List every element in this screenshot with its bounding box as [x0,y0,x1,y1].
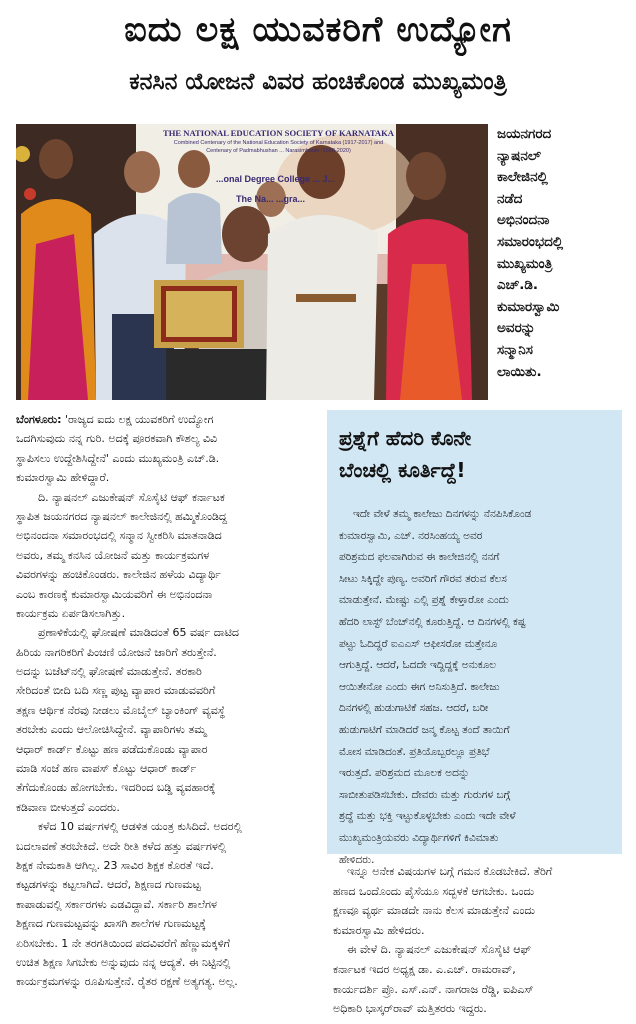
article-line: ಉಚಿತ ಶಿಕ್ಷಣ ಸಿಗಬೇಕು ಅನ್ನುವುದು ನನ್ನ ಆದ್ಯತೆ. ಈ ನಿಟ್ಟಿನಲ್ಲಿ [16,955,231,969]
article-right-column [333,862,625,1019]
banner-line: The Na... ...gra... [236,194,306,204]
sidebar-line: ಕುಮಾರಸ್ವಾಮಿ, ಎಚ್. ನರಸಿಂಹಯ್ಯ ಅವರ [339,529,483,542]
sidebar-line: ಮಾಡುತ್ತೇನೆ. ಮೇಷ್ಟು ಎಲ್ಲಿ ಪ್ರಶ್ನೆ ಕೇಳ್ತಾರೋ ಎಂದು [339,594,509,607]
article-line: ಮಾಡಿ ಸಂಜೆ ಹಣ ವಾಪಸ್ ಕೊಟ್ಟು ಆಧಾರ್ ಕಾರ್ಡ್ [16,762,197,776]
article-line: ಏರಿಸಬೇಕು. 1 ನೇ ತರಗತಿಯಿಂದ ಪದವಿವರೆಗೆ ಹೆಣ್ಣುಮಕ್ಕಳಿಗೆ [16,936,230,950]
caption-line: ನಡೆದ [497,190,523,207]
article-line: ತರಬೇಕು ಎಂದು ಆಲೋಚಿಸಿದ್ದೇನೆ. ವ್ಯಾಪಾರಿಗಳು ತಮ್ಮ [16,723,207,737]
caption-line: ಕುಮಾರಸ್ವಾಮಿ [497,298,560,315]
article-line: ಶಿಕ್ಷಕ ನೇಮಕಾತಿ ಆಗಿಲ್ಲ. 23 ಸಾವಿರ ಶಿಕ್ಷಕ ಕೊರತೆ ಇದೆ. [16,858,214,872]
article-line: ವಿವರಗಳನ್ನು ಹಂಚಿಕೊಂಡರು. ಕಾಲೇಜಿನ ಹಳೆಯ ವಿದ್ಯಾರ್ಥಿ [16,568,221,582]
article-line: ಕಳೆದ 10 ವರ್ಷಗಳಲ್ಲಿ ಆಡಳಿತ ಯಂತ್ರ ಕುಸಿದಿದೆ. ಅದರಲ್ಲಿ [38,820,242,834]
sidebar-line: ಹೆದರಿ ಲಾಸ್ಟ್ ಬೆಂಚ್‌ನಲ್ಲಿ ಕೂರುತ್ತಿದ್ದೆ. ಆ ದಿನಗಳಲ್ಲಿ ಕಷ್ಟ [339,615,526,628]
caption-line: ಲಾಯಿತು. [497,363,542,380]
sidebar-line: ಮೋಸ ಮಾಡಿದಂತೆ. ಪ್ರತಿಯೊಬ್ಬರಲ್ಲೂ ಪ್ರತಿಭೆ [339,745,490,758]
sidebar-line: ಇರುತ್ತದೆ. ಪರಿಶ್ರಮದ ಮೂಲಕ ಅದನ್ನು [339,767,470,780]
sidebar-body [339,504,615,871]
article-line: ಕಡಿವಾಣ ಬೀಳುತ್ತದೆ ಎಂದರು. [16,800,120,814]
article-line: ಅವರು, ತಮ್ಮ ಕನಸಿನ ಯೋಜನೆ ಮತ್ತು ಕಾರ್ಯಕ್ರಮಗಳ [16,548,210,562]
article-line: ಸ್ಥಾಪಿತ ಜಯನಗರದ ನ್ಯಾಷನಲ್ ಕಾಲೇಜಿನಲ್ಲಿ ಹಮ್ಮಿಕೊಂಡಿದ್ದ [16,509,228,523]
article-line: ಈ ವೇಳೆ ದಿ. ನ್ಯಾಷನಲ್ ಎಜುಕೇಷನ್ ಸೊಸೈಟಿ ಆಫ್ [347,943,532,957]
article-line: ಅಧಿಕಾರಿ ಭಾಸ್ಕರ್‌ರಾವ್ ಮತ್ತಿತರರು ಇದ್ದರು. [333,1002,487,1016]
banner-line: Combined Centenary of the National Education Society of Karnataka (1917-2017) and [173,140,384,146]
sidebar-line: ಸೀಟು ಸಿಕ್ಕಿದ್ದೇ ಪುಣ್ಯ. ಅವರಿಗೆ ಗೌರವ ತರುವ ಕೆಲಸ [339,572,507,585]
caption-line: ಅಭಿನಂದನಾ [497,212,550,229]
article-line: ತೆಗೆದುಕೊಂಡು ಹೋಗಬೇಕು. ಇದರಿಂದ ಬಡ್ಡಿ ವ್ಯವಹಾರಕ್ಕೆ [16,781,216,795]
article-line: ಬದಲಾವಣೆ ತರಬೇಕಿದೆ. ಅದೇ ರೀತಿ ಕಳೆದ ಹತ್ತು ವರ್ಷಗಳಲ್ಲಿ [16,839,227,853]
sidebar-title [339,422,615,486]
caption-line: ಅವರನ್ನು [497,320,536,337]
sidebar-title-line: ಪ್ರಶ್ನೆಗೆ ಹೆದರಿ ಕೊನೇ [339,426,472,450]
article-line: ಎಂಬ ಕಾರಣಕ್ಕೆ ಕುಮಾರಸ್ವಾಮಿಯವರಿಗೆ ಈ ಅಭಿನಂದನಾ [16,587,213,601]
article-line: ಕುಮಾರಸ್ವಾಮಿ ಹೇಳಿದ್ದಾರೆ. [16,471,110,485]
banner-line: ...onal Degree College ... J... [216,174,336,184]
article-line: ಕಟ್ಟಡಗಳನ್ನು ಕಟ್ಟಲಾಗಿದೆ. ಆದರೆ, ಶಿಕ್ಷಣದ ಗುಣಮಟ್ಟ [16,878,201,892]
article-line: ಇನ್ನೂ ಅನೇಕ ವಿಷಯಗಳ ಬಗ್ಗೆ ಗಮನ ಕೊಡಬೇಕಿದೆ. ತೆರಿಗೆ [347,865,553,878]
article-line: ಕರ್ನಾಟಕ ಇದರ ಅಧ್ಯಕ್ಷ ಡಾ. ಎ.ಎಚ್. ರಾಮರಾವ್, [333,962,516,976]
caption-line: ಜಯನಗರದ [497,126,552,142]
sidebar-title-line: ಬೆಂಚಲ್ಲಿ ಕೂರ್ತಿದ್ದೆ! [339,458,466,482]
headline: ಐದು ಲಕ್ಷ ಯುವಕರಿಗೆ ಉದ್ಯೋಗ [124,10,512,50]
article-line: ಅಭಿನಂದನಾ ಸಮಾರಂಭದಲ್ಲಿ ಸನ್ಮಾನ ಸ್ವೀಕರಿಸಿ ಮಾತನಾಡಿದ [16,529,222,543]
sidebar-line: ಹೇಳಿದರು. [339,853,375,866]
sidebar-line: ಆಯಿತೇನೋ ಎಂದು ಈಗ ಅನಿಸುತ್ತಿದೆ. ಕಾಲೇಜು [339,680,500,693]
photo-caption [497,124,627,404]
article-line: ಶಿಕ್ಷಣದ ಗುಣಮಟ್ಟವನ್ನು ಖಾಸಗಿ ಶಾಲೆಗಳ ಗುಣಮಟ್ಟಕ್ಕೆ [16,917,206,931]
event-photo [16,124,488,400]
article-text: 'ರಾಜ್ಯದ ಐದು ಲಕ್ಷ ಯುವಕರಿಗೆ ಉದ್ಯೋಗ [64,413,214,426]
sidebar-line: ಹುಡುಗಾಟಿಗೆ ಮಾಡಿದರೆ ಜನ್ಮ ಕೊಟ್ಟ ತಂದೆ ತಾಯಿಗೆ [339,723,510,736]
dateline: ಬೆಂಗಳೂರು: [16,413,62,426]
sidebar-line: ಮುಖ್ಯಮಂತ್ರಿಯವರು ವಿದ್ಯಾರ್ಥಿಗಳಿಗೆ ಕಿವಿಮಾತು [339,831,499,844]
article-line: ಕಾರ್ಯಕ್ರಮ ಏರ್ಪಡಿಸಲಾಗಿತ್ತು. [16,606,126,620]
article-line: ಸ್ಥಾಪಿಸಲು ಉದ್ದೇಶಿಸಿದ್ದೇನೆ' ಎಂದು ಮುಖ್ಯಮಂತ್ರಿ ಎಚ್.ಡಿ. [16,451,220,465]
caption-line: ಕಾಲೇಜಿನಲ್ಲಿ [497,169,548,186]
article-line: ಹಿರಿಯ ನಾಗರಿಕರಿಗೆ ಪಿಂಚಣಿ ಯೋಜನೆ ಜಾರಿಗೆ ತರುತ್ತೇನೆ. [16,645,217,659]
article-line: ಕಾರ್ಯದರ್ಶಿ ಪ್ರೊ. ಎಸ್.ಎನ್. ನಾಗರಾಜ ರೆಡ್ಡಿ, ಐಪಿಎಸ್ [333,982,534,996]
banner-title: THE NATIONAL EDUCATION SOCIETY OF KARNATAKA [162,128,395,138]
article-left-column [16,410,316,992]
sidebar-line: ಪಟ್ಟು ಓದಿದ್ದರೆ ಐಎಎಸ್ ಆಫೀಸರೋ ಮತ್ತೇನೂ [339,637,498,650]
article-line: ತಕ್ಷಣ ಆರ್ಥಿಕ ನೆರವು ನೀಡಲು ಮೊಬೈಲ್ ಬ್ಯಾಂಕಿಂಗ್ ವ್ಯವಸ್ಥೆ [16,703,226,717]
sidebar-line: ಆಗುತ್ತಿದ್ದೆ. ಆದರೆ, ಓದದೇ ಇದ್ದಿದ್ದಕ್ಕೆ ಅನುಕೂಲ [339,659,497,672]
article-line: ಸೇರಿದಂತೆ ಬೀದಿ ಬದಿ ಸಣ್ಣ ಪುಟ್ಟ ವ್ಯಾಪಾರ ಮಾಡುವವರಿಗೆ [16,684,216,698]
article-line [16,410,316,429]
sidebar-line: ಸಾಬೀತುಪಡಿಸಬೇಕು. ದೇವರು ಮತ್ತು ಗುರುಗಳ ಬಗ್ಗೆ [339,788,511,801]
subheadline: ಕನಸಿನ ಯೋಜನೆ ವಿವರ ಹಂಚಿಕೊಂಡ ಮುಖ್ಯಮಂತ್ರಿ [129,69,507,95]
article-line: ಕ್ಷಣವೂ ವ್ಯರ್ಥ ಮಾಡದೇ ನಾನು ಕೆಲಸ ಮಾಡುತ್ತೇನೆ ಎಂದು [333,904,535,918]
article-line: ಕುಮಾರಸ್ವಾಮಿ ಹೇಳಿದರು. [333,923,425,937]
article-line: ಅದನ್ನು ಬಜೆಟ್‌ನಲ್ಲಿ ಘೋಷಣೆ ಮಾಡುತ್ತೇನೆ. ತರಕಾರಿ [16,665,202,679]
article-line: ಕಾರ್ಯಕ್ರಮಗಳನ್ನು ರೂಪಿಸುತ್ತೇನೆ. ರೈತರ ರಕ್ಷಣೆ ಅತ್ಯಗತ್ಯ. ಅಲ್ಲ. [16,975,238,989]
caption-line: ಎಚ್.ಡಿ. [497,277,539,294]
caption-line: ನ್ಯಾಷನಲ್ [497,147,541,164]
article-line: ದಿ. ನ್ಯಾಷನಲ್ ಎಜುಕೇಷನ್ ಸೊಸೈಟಿ ಆಫ್ ಕರ್ನಾಟಕ [38,490,225,504]
article-line: ಪ್ರಣಾಳಿಕೆಯಲ್ಲಿ ಘೋಷಣೆ ಮಾಡಿದಂತೆ 65 ವರ್ಷ ದಾಟಿದ [38,626,240,640]
caption-line: ಮುಖ್ಯಮಂತ್ರಿ [497,255,553,272]
article-line: ಹಣದ ಒಂದೊಂದು ಪೈಸೆಯೂ ಸದ್ಬಳಕೆ ಆಗಬೇಕು. ಒಂದು [333,884,535,898]
sidebar-line: ಪರಿಶ್ರಮದ ಫಲವಾಗಿರುವ ಈ ಕಾಲೇಜಿನಲ್ಲಿ ನನಗೆ [339,551,500,564]
sidebar-line: ದಿನಗಳಲ್ಲಿ ಹುಡುಗಾಟಿಕೆ ಸಹಜ. ಆದರೆ, ಬರೀ [339,702,489,715]
caption-line: ಸಮಾರಂಭದಲ್ಲಿ [497,233,564,250]
article-line: ಕಾಪಾಡುವಲ್ಲಿ ಸರ್ಕಾರಗಳು ಎಡವಿದ್ದಾವೆ. ಸರ್ಕಾರಿ ಶಾಲೆಗಳ [16,897,217,911]
sidebar-line: ಇದೇ ವೇಳೆ ತಮ್ಮ ಕಾಲೇಜು ದಿನಗಳನ್ನು ನೆನಪಿಸಿಕೊಂಡ [353,508,532,520]
caption-line: ಸನ್ಮಾನಿಸ [497,341,533,358]
article-line: ಆಧಾರ್ ಕಾರ್ಡ್ ಕೊಟ್ಟು ಹಣ ಪಡೆದುಕೊಂಡು ವ್ಯಾಪಾರ [16,742,208,756]
banner-line: Centenary of Padmabhushan ... Narasimhaiah (1920-2020) [206,148,351,154]
article-line: ಒದಗಿಸುವುದು ನನ್ನ ಗುರಿ. ಅದಕ್ಕೆ ಪೂರಕವಾಗಿ ಕೌಶಲ್ಯ ವಿವಿ [16,432,218,446]
sidebar-line: ಶ್ರದ್ಧೆ ಮತ್ತು ಭಕ್ತಿ ಇಟ್ಟುಕೊಳ್ಳಬೇಕು ಎಂದು ಇದೇ ವೇಳೆ [339,810,516,823]
sidebar-box [327,410,622,866]
